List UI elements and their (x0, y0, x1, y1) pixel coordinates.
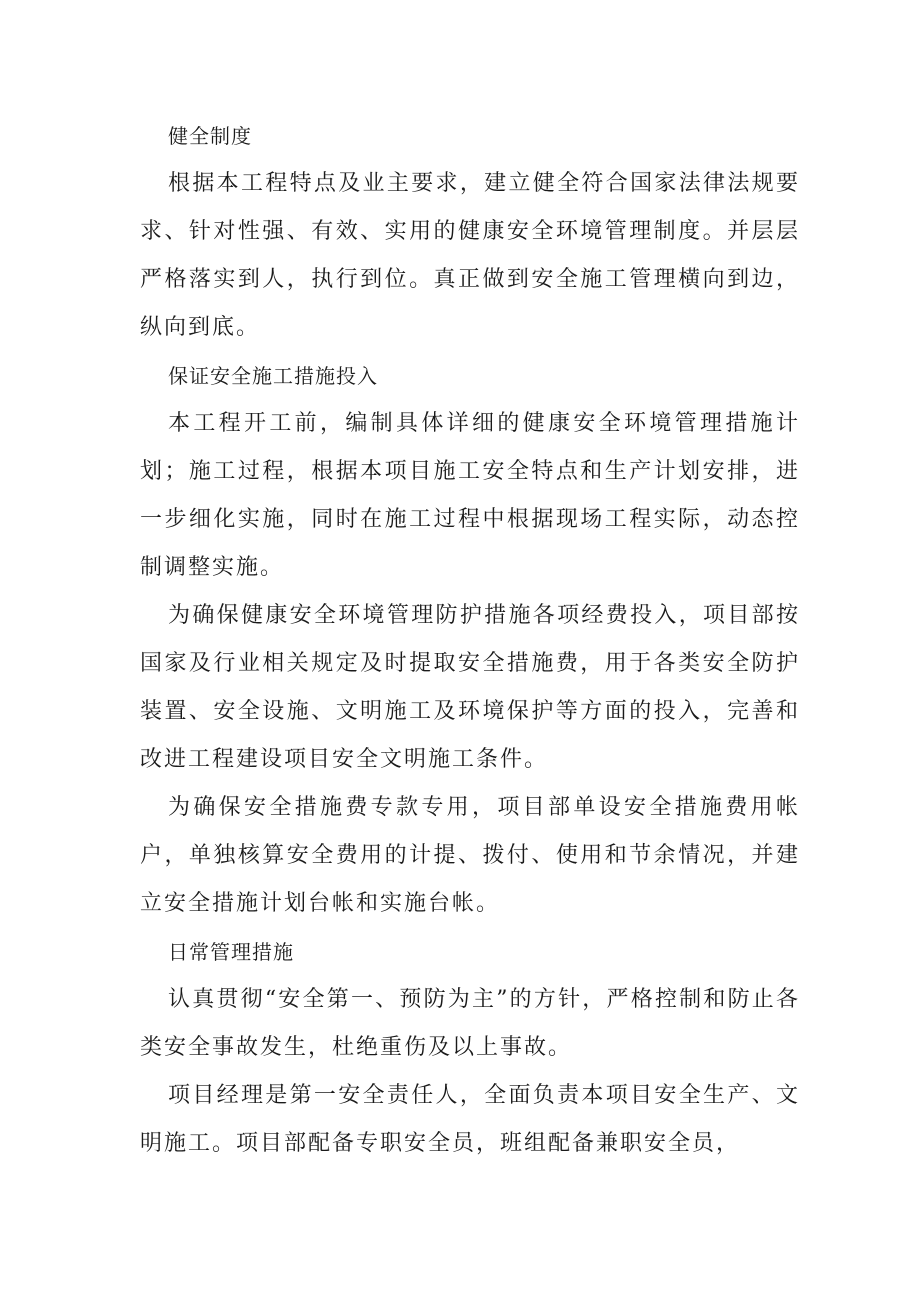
paragraph-investment-plan: 本工程开工前，编制具体详细的健康安全环境管理措施计划；施工过程，根据本项目施工安全特点和生产计划安排，进一步细化实施，同时在施工过程中根据现场工程实际，动态控制调整实施。 (140, 411, 800, 580)
paragraph-daily-responsibility: 项目经理是第一安全责任人，全面负责本项目安全生产、文明施工。项目部配备专职安全员，班组配备兼职安全员， (140, 1083, 800, 1156)
section-heading-daily-management: 日常管理措施 (168, 940, 294, 964)
document-body (140, 112, 800, 1168)
paragraph-system: 根据本工程特点及业主要求，建立健全符合国家法律法规要求、针对性强、有效、实用的健康安全环境管理制度。并层层严格落实到人，执行到位。真正做到安全施工管理横向到边，纵向到底。 (140, 171, 800, 340)
paragraph-investment-account: 为确保安全措施费专款专用，项目部单设安全措施费用帐户，单独核算安全费用的计提、拨付、使用和节余情况，并建立安全措施计划台帐和实施台帐。 (140, 795, 800, 916)
section-heading-investment: 保证安全施工措施投入 (168, 364, 378, 388)
paragraph-investment-funds: 为确保健康安全环境管理防护措施各项经费投入，项目部按国家及行业相关规定及时提取安全措施费，用于各类安全防护装置、安全设施、文明施工及环境保护等方面的投入，完善和改进工程建设项目安全文明施工条件。 (140, 603, 800, 772)
paragraph-daily-policy: 认真贯彻“安全第一、预防为主”的方针，严格控制和防止各类安全事故发生，杜绝重伤及以上事故。 (140, 987, 800, 1060)
section-heading-system: 健全制度 (168, 124, 252, 148)
